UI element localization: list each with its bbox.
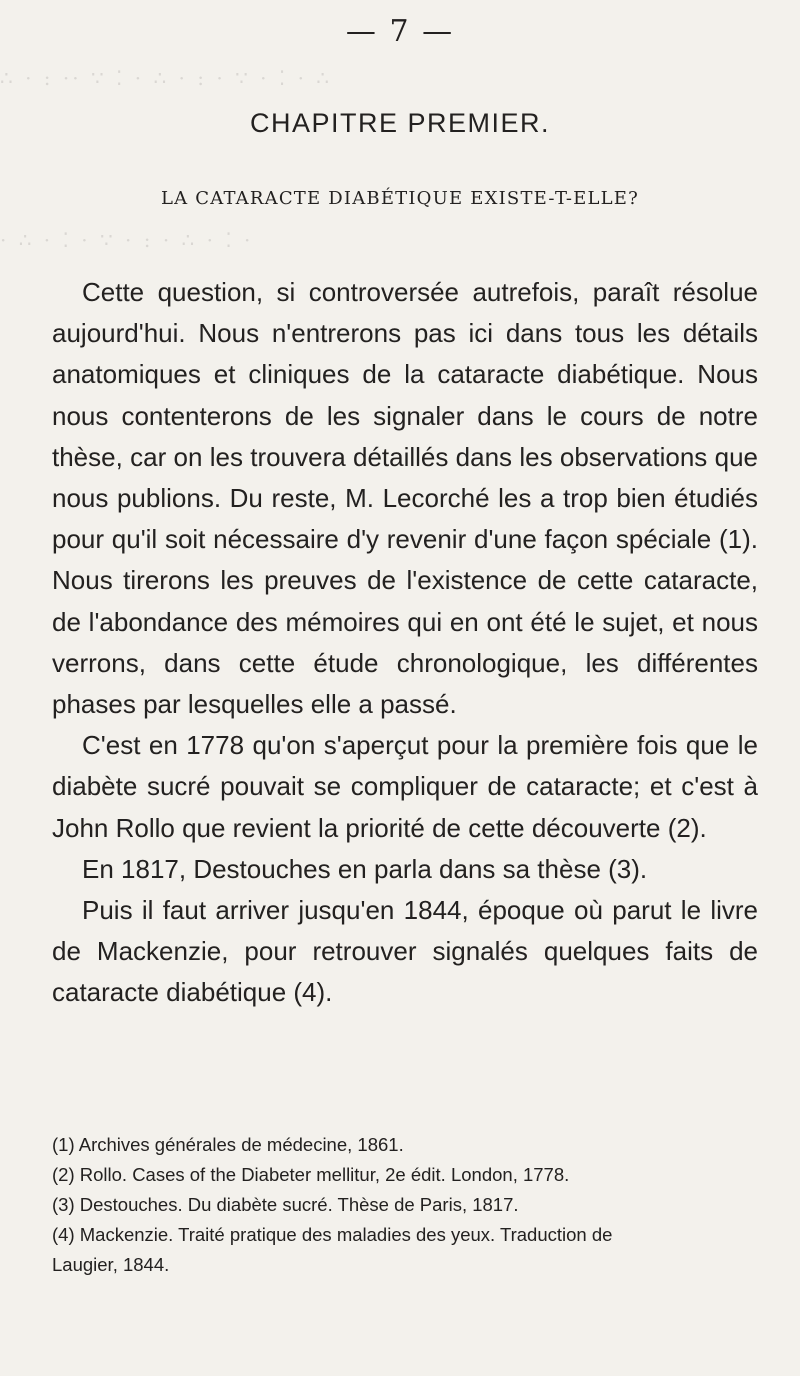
- footnote: (3) Destouches. Du diabète sucré. Thèse de Paris, 1817.: [52, 1194, 519, 1215]
- page-number: — 7 —: [345, 14, 455, 49]
- bleed-through-decoration: · ∴ · ⁚ · ∵ · : · ∴ · ⁚ ·: [0, 228, 254, 252]
- paragraph: Puis il faut arriver jusqu'en 1844, époque où parut le livre de Mackenzie, pour retrouver signalés quelques faits de cataracte diabétique (4).: [52, 895, 758, 1008]
- paragraph: C'est en 1778 qu'on s'aperçut pour la première fois que le diabète sucré pouvait se compliquer de cataracte; et c'est à John Rollo que revient la priorité de cette découverte (2).: [52, 730, 758, 843]
- section-title: LA CATARACTE DIABÉTIQUE EXISTE-T-ELLE?: [160, 188, 639, 209]
- footnote: (1) Archives générales de médecine, 1861.: [52, 1134, 404, 1155]
- paragraph: En 1817, Destouches en parla dans sa thèse (3).: [82, 853, 648, 884]
- bleed-through-decoration: ∴ · : ·· ∵ ⁚ · ∴ · : · ∵ · ⁚ · ∴: [0, 66, 333, 90]
- footnote: (2) Rollo. Cases of the Diabeter mellitur, 2e édit. London, 1778.: [52, 1164, 570, 1185]
- footnote: (4) Mackenzie. Traité pratique des maladies des yeux. Traduction de: [52, 1224, 613, 1245]
- body-text: [52, 272, 758, 1014]
- chapter-title: CHAPITRE PREMIER.: [249, 108, 551, 138]
- footnote-continuation: Laugier, 1844.: [52, 1254, 170, 1275]
- paragraph: Cette question, si controversée autrefois, paraît résolue aujourd'hui. Nous n'entrerons pas ici dans tous les détails anatomiques et cliniques de la cataracte diabétique. Nous nous contenterons de les signaler dans le cours de notre thèse, car on les trouvera détaillés dans les observations que nous publions. Du reste, M. Lecorché les a trop bien étudiés pour qu'il soit nécessaire d'y revenir d'une façon spéciale (1). Nous tirerons les preuves de l'existence de cette cataracte, de l'abondance des mémoires qui en ont été le sujet, et nous verrons, dans cette étude chronologique, les différentes phases par lesquelles elle a passé.: [52, 277, 758, 720]
- footnotes: [52, 1130, 758, 1280]
